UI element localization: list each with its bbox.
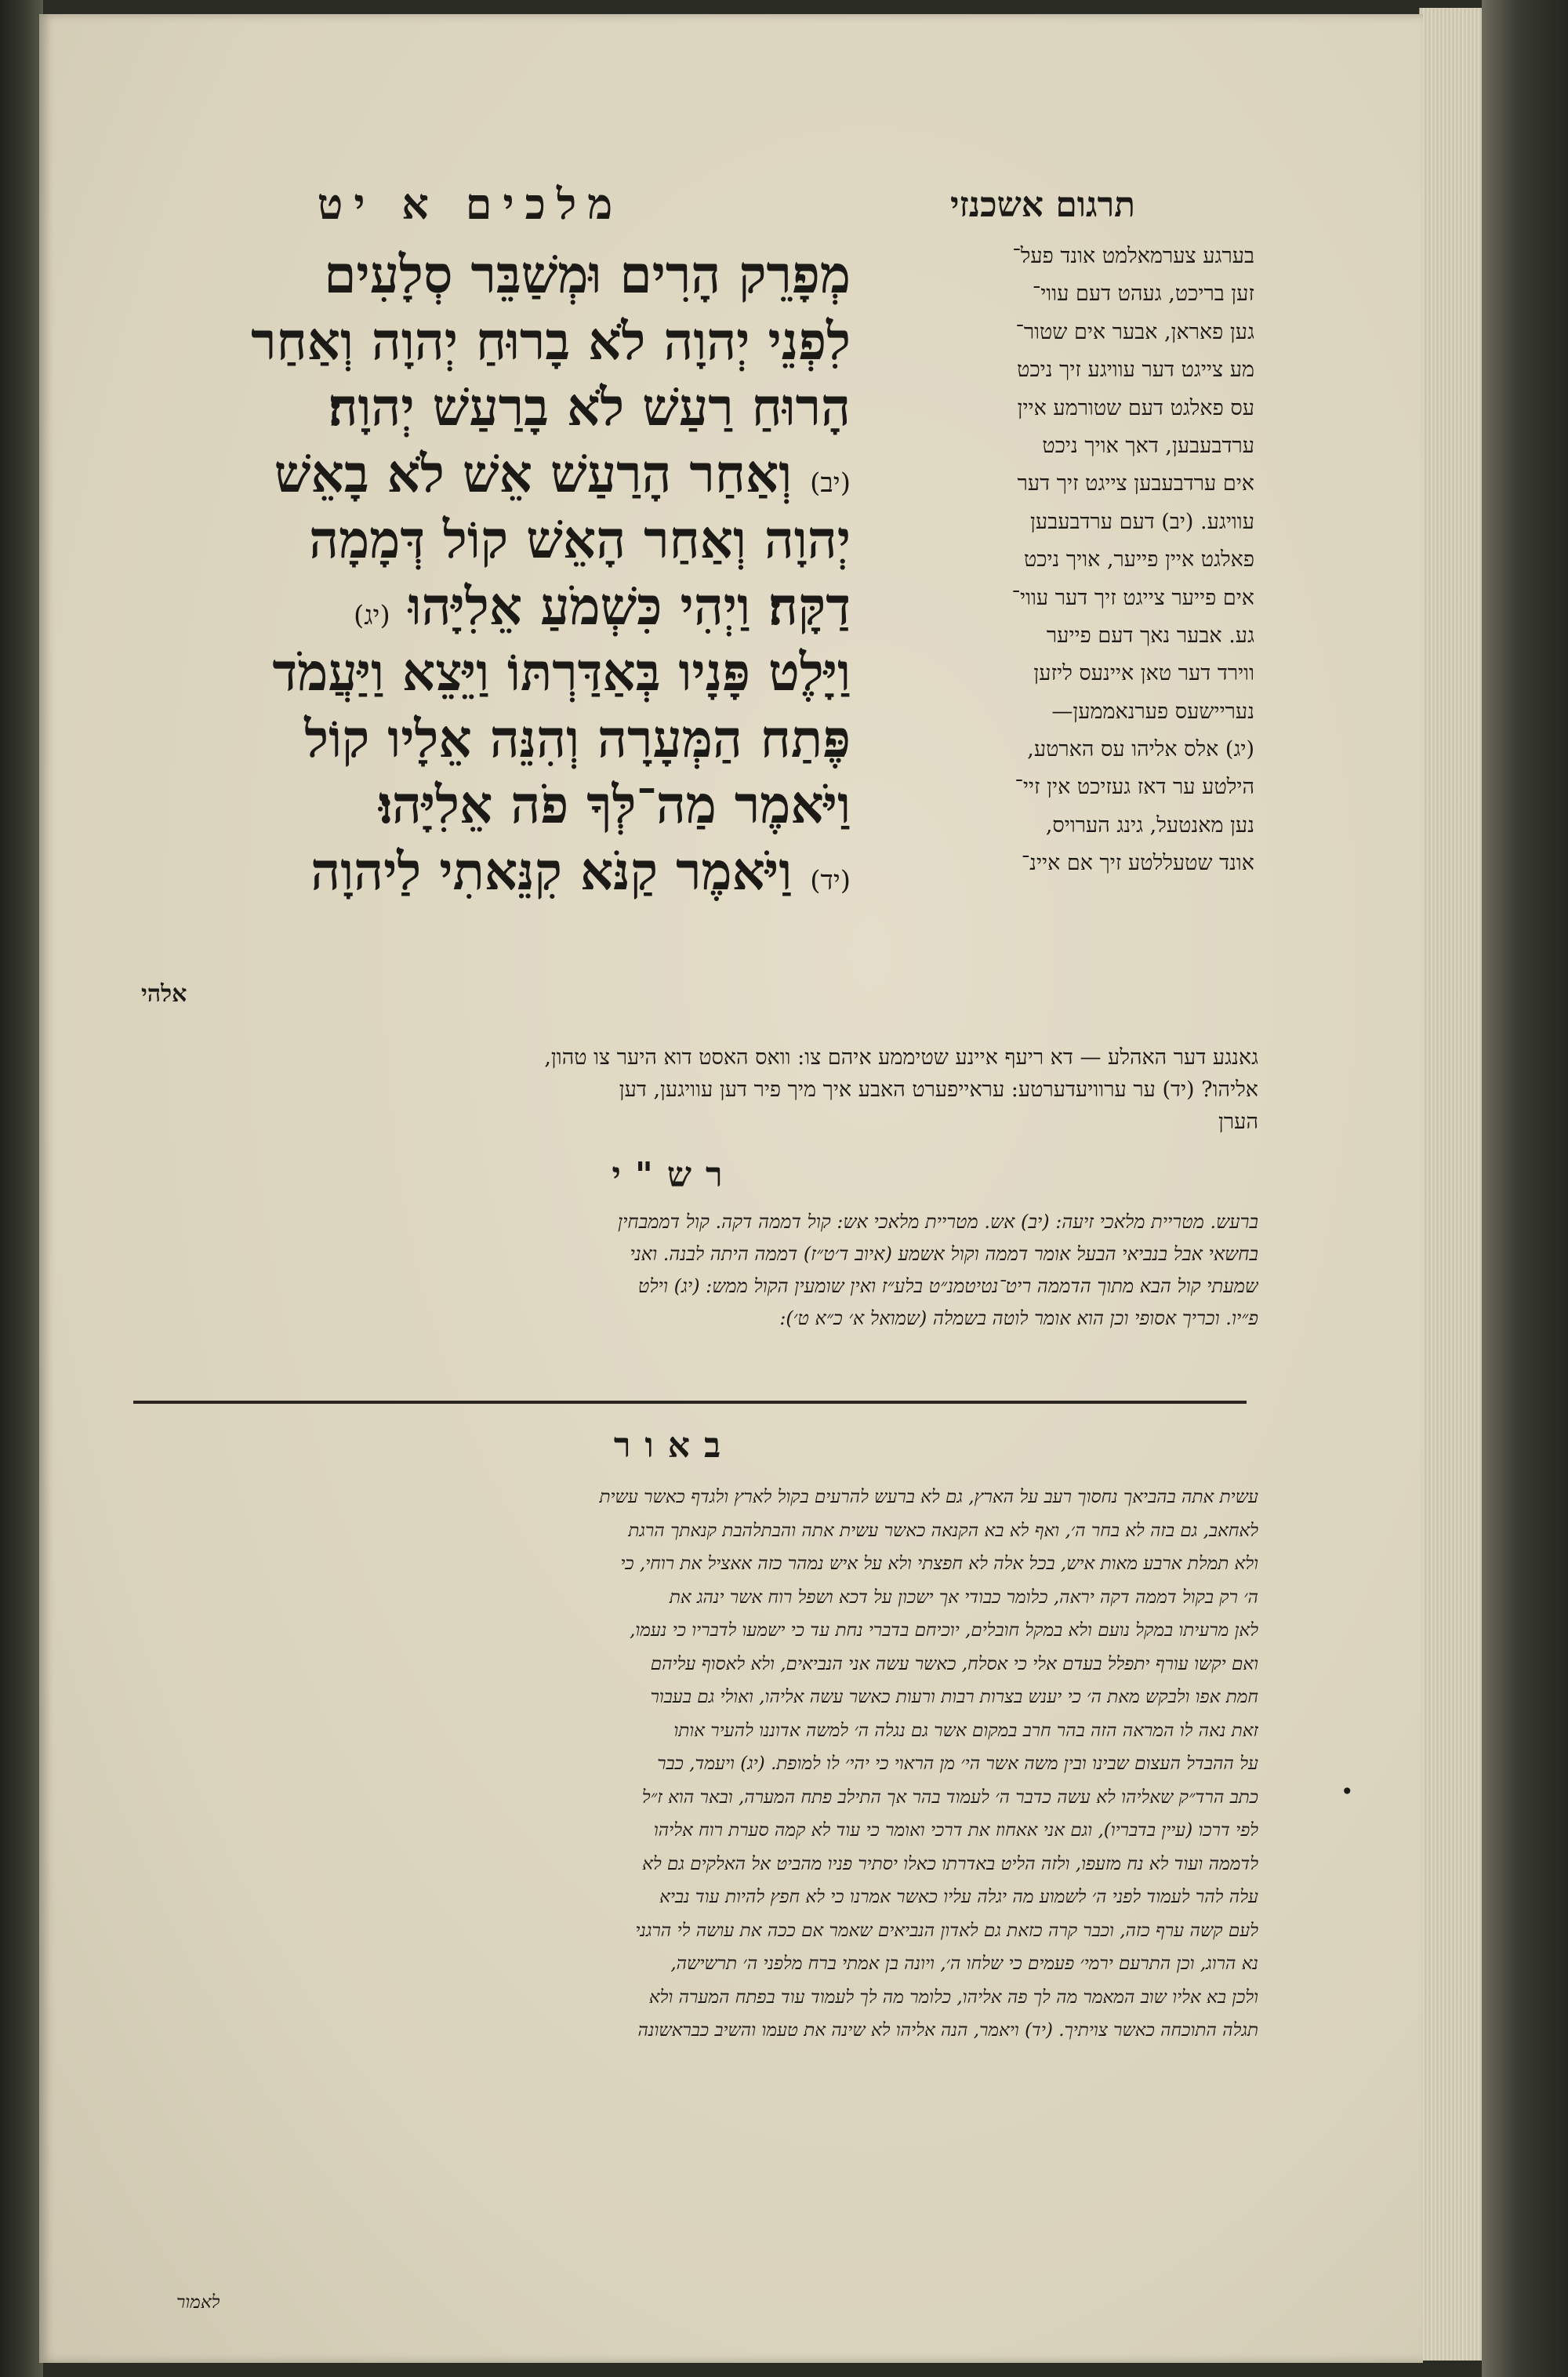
targum-line: הילטע ער דאז געזיכט אין זיי־: [1014, 775, 1254, 800]
targum-line: בערגע צערמאלמט אונד פעל־: [1012, 244, 1254, 268]
rashi-commentary: [129, 1206, 1258, 1335]
targum-line: אים פייער צייגט זיך דער עווי־: [1011, 585, 1254, 610]
verse-line: הָרוּחַ רַעַשׁ לֹא בָרַעַשׁ יְהוָה׃: [328, 376, 851, 438]
biur-line: נא הרוג, וכן התרעם ירמי׳ פעמים כי שלחו ה׳, ויונה בן אמתי ברח מלפני ה׳ תרשישה,: [670, 1954, 1258, 1974]
targum-line: ווירד דער טאן איינעס ליזען: [1033, 661, 1254, 686]
targum-line: נעריישעס פערנאממען—: [1051, 699, 1254, 724]
biur-line: לדממה ועוד לא נח מזעפו, ולזה הליט באדרתו כאלו יסתיר פניו מהביט אל האלקים גם לא: [642, 1853, 1258, 1874]
rashi-line: ברעש. מטריית מלאכי זיעה: (יב) אש. מטריית מלאכי אש: קול דממה דקה. קול דממבחין: [617, 1211, 1258, 1233]
biur-line: ה׳ רק בקול דממה דקה יראה, כלומר כבודי אך ישכון על דכא ושפל רוח אשר ינהג את: [669, 1586, 1258, 1608]
biur-line: לאחאב, גם בזה לא בחר ה׳, ואף לא בא הקנאה כאשר עשית אתה והבתלהבת קנאתך הרגת: [628, 1520, 1258, 1541]
book-title: מלכים א יט: [317, 179, 624, 229]
biur-line: לפי דרכו (עיין בדבריו), וגם אני אאחוז את דרכי ואומר כי עוד לא קמה סערת רוח אליהו: [653, 1820, 1258, 1841]
targum-cont-line: גאנגע דער האהלע — דא ריעף איינע שטיממע איהם צו: וואס האסט דוא היער צו טהון,: [544, 1045, 1258, 1070]
verse-number: (יג): [354, 599, 390, 631]
biur-line: עלה להר לעמוד לפני ה׳ לשמוע מה יגלה עליו כאשר אמרנו כי לא חפץ להיות עוד נביא: [659, 1887, 1258, 1907]
targum-line: אונד שטעללטע זיך אם איינ־: [1021, 851, 1254, 876]
targum-line: זען בריכט, געהט דעם עווי־: [1032, 282, 1254, 307]
biur-line: כתב הרד״ק שאליהו לא עשה כדבר ה׳ לעמוד בהר אך התילב פתח המערה, ובאר הוא ז״ל: [641, 1786, 1258, 1808]
verse-line: מְפָרֵק הָרִים וּמְשַׁבֵּר סְלָעִים: [324, 244, 851, 305]
biur-line: ולכן בא אליו שוב המאמר מה לך פה אליהו, כלומר מה לך לעמוד עוד בפתח המערה ולא: [648, 1986, 1258, 2008]
right-background: [1482, 0, 1568, 2377]
verse-line: וַיָּלֶט פָּנָיו בְּאַדַּרְתּוֹ וַיֵּצֵא וַיַּעֲמֹד: [272, 641, 851, 703]
biur-line: עשית אתה בהביאך נחסוך רעב על הארץ, גם לא ברעש להרעים בקול לארץ ולגדף כאשר עשית: [599, 1487, 1258, 1507]
biur-line: חמת אפו ולבקש מאת ה׳ כי יענש בצרות רבות ורעות כאשר עשה אליהו, ואולי גם בעבור: [650, 1687, 1258, 1707]
biur-line: ולא תמלת ארבע מאות איש, בכל אלה לא חפצתי ולא על איש נמהר כזה אאציל את רוחי, כי: [620, 1554, 1258, 1574]
translation-title: תרגום אשכנזי: [949, 185, 1136, 225]
biur-commentary: [129, 1481, 1258, 2048]
catchword: לאמור: [176, 2292, 220, 2313]
targum-line: פאלגט איין פייער, אויך ניכט: [1023, 547, 1254, 572]
targum-continuation: [129, 1041, 1258, 1138]
targum-line: גע. אבער נאך דעם פייער: [1046, 623, 1254, 648]
biur-heading: באור: [613, 1426, 735, 1466]
verse-number: (יד): [810, 864, 851, 896]
verse-line: פֶּתַח הַמְּעָרָה וְהִנֵּה אֵלָיו קוֹל: [304, 707, 851, 769]
section-divider: [133, 1401, 1247, 1404]
book-page-edges: [1419, 8, 1490, 2361]
targum-line: (יג) אלס אליהו עס הארטע,: [1027, 737, 1254, 762]
biur-line: על ההבדל העצום שבינו ובין משה אשר הי׳ מן הראוי כי יהי׳ לו למופת. (יג) ויעמד, כבר: [657, 1754, 1258, 1774]
biur-line: זאת נאה לו המראה הזה בהר חרב במקום אשר גם נגלה ה׳ למשה אדוננו להעיר אותו: [673, 1720, 1258, 1741]
verse-line: (יב) וְאַחַר הָרַעַשׁ אֵשׁ לֹא בָאֵשׁ: [274, 442, 851, 504]
left-background: [0, 0, 43, 2377]
margin-mark: •: [1341, 1779, 1354, 1805]
book-page: [39, 14, 1423, 2363]
verse-annotation: אלהי: [141, 980, 187, 1008]
targum-line: מע צייגט דער עוויגע זיך ניכט: [1017, 358, 1254, 383]
rashi-line: בחשאי אבל בנביאי הבעל אומר דממה וקול אשמע (איוב ד׳ט״ז) דממה היתה לבנה. ואני: [630, 1243, 1258, 1265]
targum-line: אים ערדבעבען צייגט זיך דער: [1017, 471, 1254, 496]
verse-line: יְהוָה וְאַחַר הָאֵשׁ קוֹל דְּמָמָה: [309, 509, 851, 570]
verse-number: (יב): [810, 467, 851, 499]
biur-line: לעם קשה ערף כזה, וכבר קרה כזאת גם לאדון הנביאים שאמר אם ככה את עושה לי הרגני: [635, 1920, 1258, 1941]
targum-line: ערדבעבען, דאך אויך ניכט: [1042, 433, 1254, 458]
biur-line: תגלה התוכחה כאשר צויתיך. (יד) ויאמר, הנה אליהו לא שינה את טעמו והשיב כבראשונה: [637, 2020, 1258, 2041]
targum-column: [858, 238, 1254, 883]
verse-line: לִפְנֵי יְהוָה לֹא בָרוּחַ יְהוָה וְאַחַר: [251, 310, 851, 372]
rashi-heading: רש"י: [612, 1155, 737, 1195]
targum-line: עוויגע. (יב) דעם ערדבעבען: [1030, 509, 1254, 534]
rashi-line: שמעתי קול הבא מתוך הדממה ריט־נטיטמנ״ט בלע״ז ואין שומעין הקול ממש: (יג) וילט: [637, 1275, 1258, 1297]
biur-line: לאן מרעיתו במקל נועם ולא במקל חובלים, יוכיחם בדברי נחת עד כי ישמעו לדבריו כי נעמו,: [630, 1620, 1258, 1641]
rashi-line: פ״יו. וכריך אסופי וכן הוא אומר לוטה בשמלה (שמואל א׳ כ״א ט׳):: [779, 1307, 1258, 1329]
verse-line: (יד) וַיֹּאמֶר קַנֹּא קִנֵּאתִי לַיהוָה: [310, 840, 851, 902]
biur-line: ואם יקשו עורף יתפלל בעדם אלי כי אסלח, כאשר עשה אני הנביאים, ולא לאסוף עליהם: [650, 1653, 1258, 1674]
verse-line: וַיֹּאמֶר מַה־לְּךָ פֹה אֵלִיָּהוּ׃: [379, 774, 851, 835]
targum-cont-line: הערן: [1218, 1110, 1258, 1134]
targum-line: גען פאראן, אבער אים שטור־: [1015, 319, 1254, 344]
hebrew-verse-block: [129, 242, 851, 904]
targum-line: נען מאנטעל, גינג הערויס,: [1045, 812, 1254, 838]
targum-cont-line: אליהו? (יד) ער ערוויעדערטע: עראייפערט האבע איך מיך פיר דען עוויגען, דען: [619, 1078, 1258, 1102]
verse-line: דַקָּה׃ וַיְהִי כִּשְׁמֹעַ אֵלִיָּהוּ (יג): [354, 575, 851, 637]
targum-line: עס פאלגט דעם שטורמע איין: [1017, 395, 1254, 420]
